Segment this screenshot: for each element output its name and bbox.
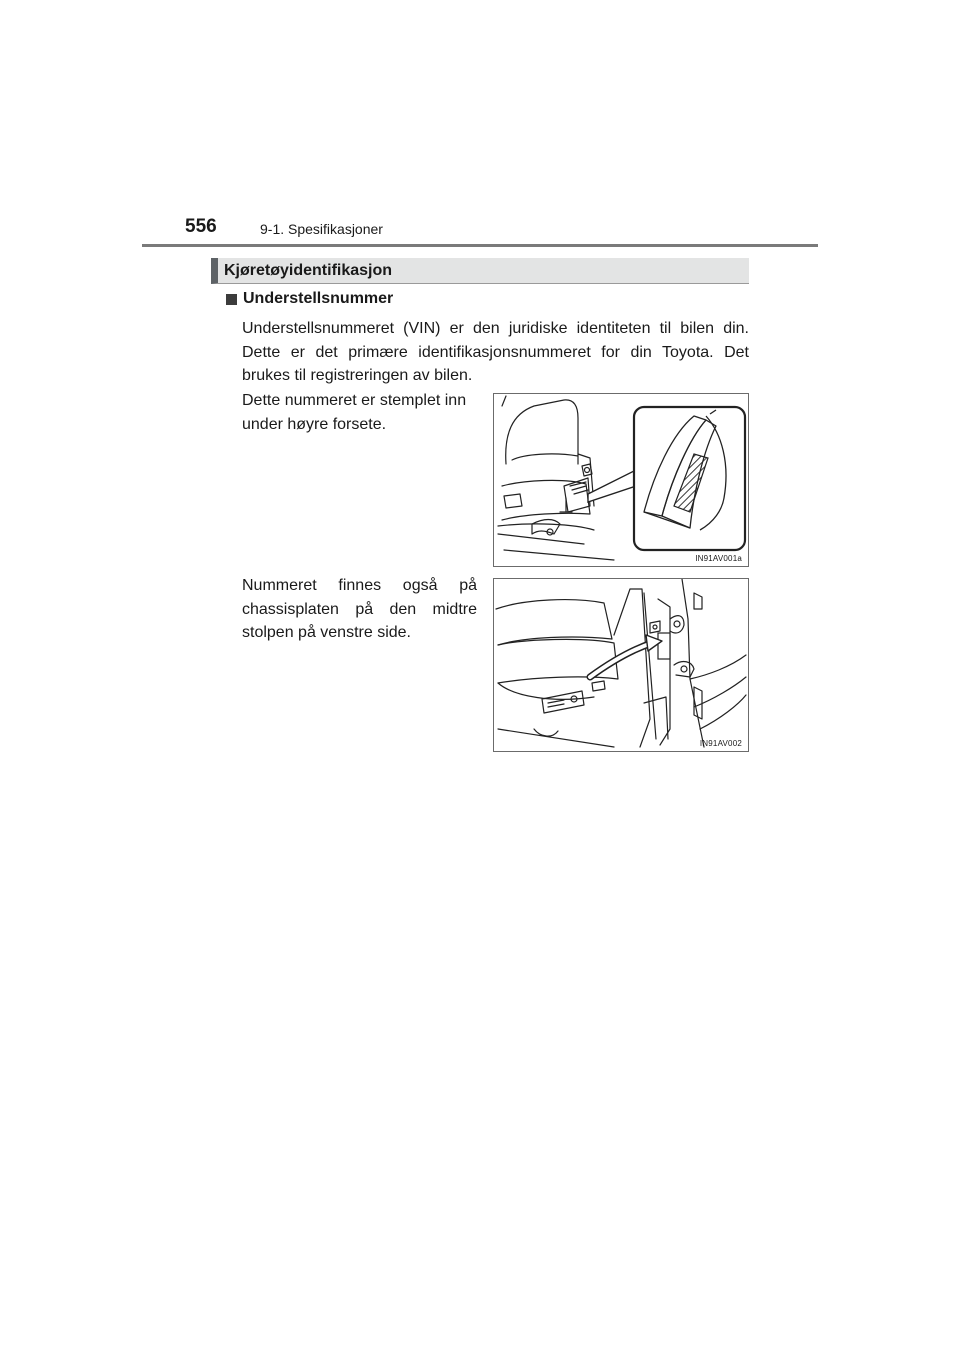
figure-code-2: IN91AV002 [699,739,742,748]
figure-seat-vin [493,393,749,567]
seat-illustration [494,394,748,566]
section-heading: 9-1. Spesifikasjoner [260,221,383,237]
page-title: Kjøretøyidentifikasjon [224,261,393,279]
location-2-paragraph: Nummeret finnes også på chassisplaten på den midtre stolpen på venstre side. [242,577,477,641]
intro-paragraph: Understellsnummeret (VIN) er den juridiske identiteten til bilen din. Dette er det primære identifikasjonsnummeret for din Toyota. Det brukes til registreringen av bilen. [242,320,749,384]
square-bullet-icon [226,294,237,305]
subheading [226,290,393,308]
page-number: 556 [185,216,217,237]
pillar-illustration [494,579,748,751]
figure-pillar-plate [493,578,749,752]
location-1-paragraph: Dette nummeret er stemplet inn under høyre forsete. [242,392,467,433]
header-rule [142,244,818,247]
title-bar [211,258,749,284]
figure-code-1: IN91AV001a [695,554,742,563]
subheading-label: Understellsnummer [243,290,394,307]
